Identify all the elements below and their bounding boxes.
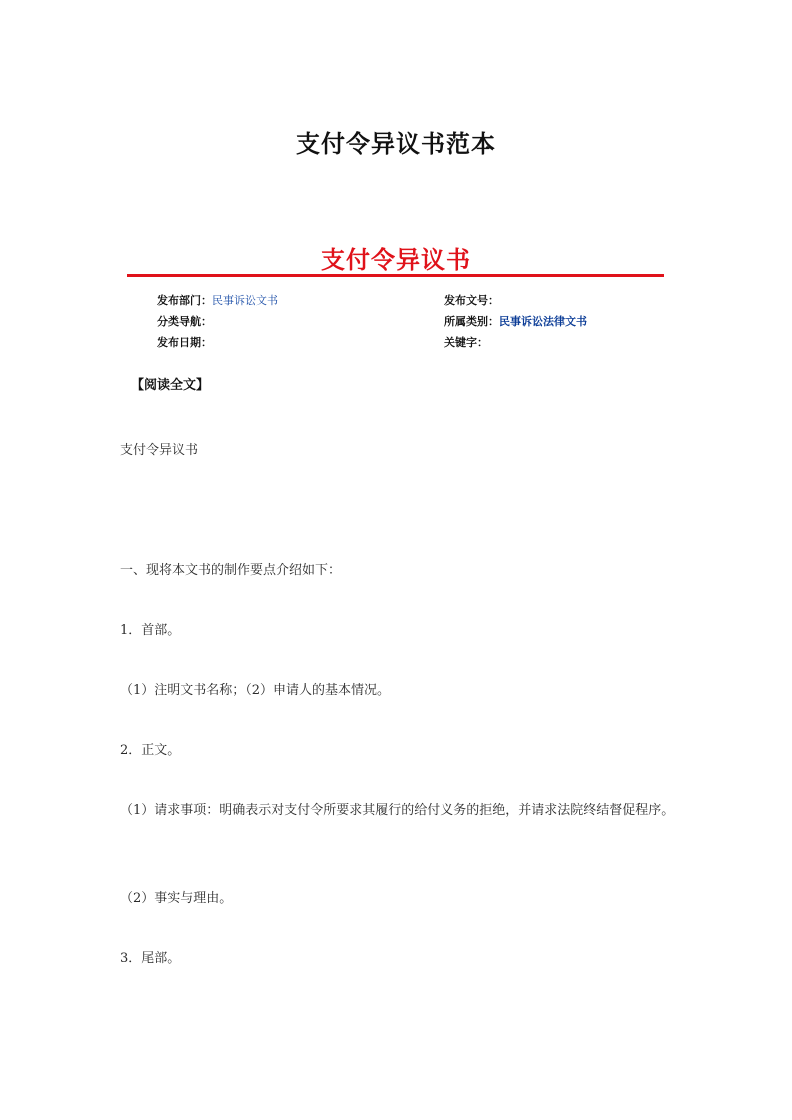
- meta-nav: [157, 313, 212, 329]
- document-header: 支付令异议书: [321, 245, 471, 274]
- meta-dept: [157, 292, 278, 308]
- meta-date-label: 发布日期：: [157, 336, 212, 349]
- meta-docno: [444, 292, 499, 308]
- meta-category-label: 所属类别：: [444, 315, 499, 328]
- body-paragraph: 3．尾部。: [120, 951, 181, 966]
- body-paragraph: （1）请求事项：明确表示对支付令所要求其履行的给付义务的拒绝，并请求法院终结督促程序。: [120, 803, 675, 818]
- meta-dept-label: 发布部门：: [157, 294, 212, 307]
- header-divider: [127, 274, 664, 277]
- meta-category-link[interactable]: 民事诉讼法律文书: [499, 315, 587, 328]
- body-paragraph: 支付令异议书: [120, 443, 199, 458]
- read-all-link[interactable]: 【阅读全文】: [131, 378, 210, 393]
- body-paragraph: 一、现将本文书的制作要点介绍如下：: [120, 563, 342, 578]
- meta-keyword: [444, 334, 488, 350]
- meta-dept-link[interactable]: 民事诉讼文书: [212, 294, 278, 307]
- body-paragraph: 1．首部。: [120, 623, 181, 638]
- meta-docno-label: 发布文号：: [444, 294, 499, 307]
- meta-keyword-label: 关键字：: [444, 336, 488, 349]
- body-paragraph: （2）事实与理由。: [120, 891, 233, 906]
- body-paragraph: （1）注明文书名称；（2）申请人的基本情况。: [120, 683, 391, 698]
- meta-date: [157, 334, 212, 350]
- page-title: 支付令异议书范本: [296, 129, 496, 158]
- body-paragraph: 2．正文。: [120, 743, 181, 758]
- meta-category: [444, 313, 587, 329]
- meta-nav-label: 分类导航：: [157, 315, 212, 328]
